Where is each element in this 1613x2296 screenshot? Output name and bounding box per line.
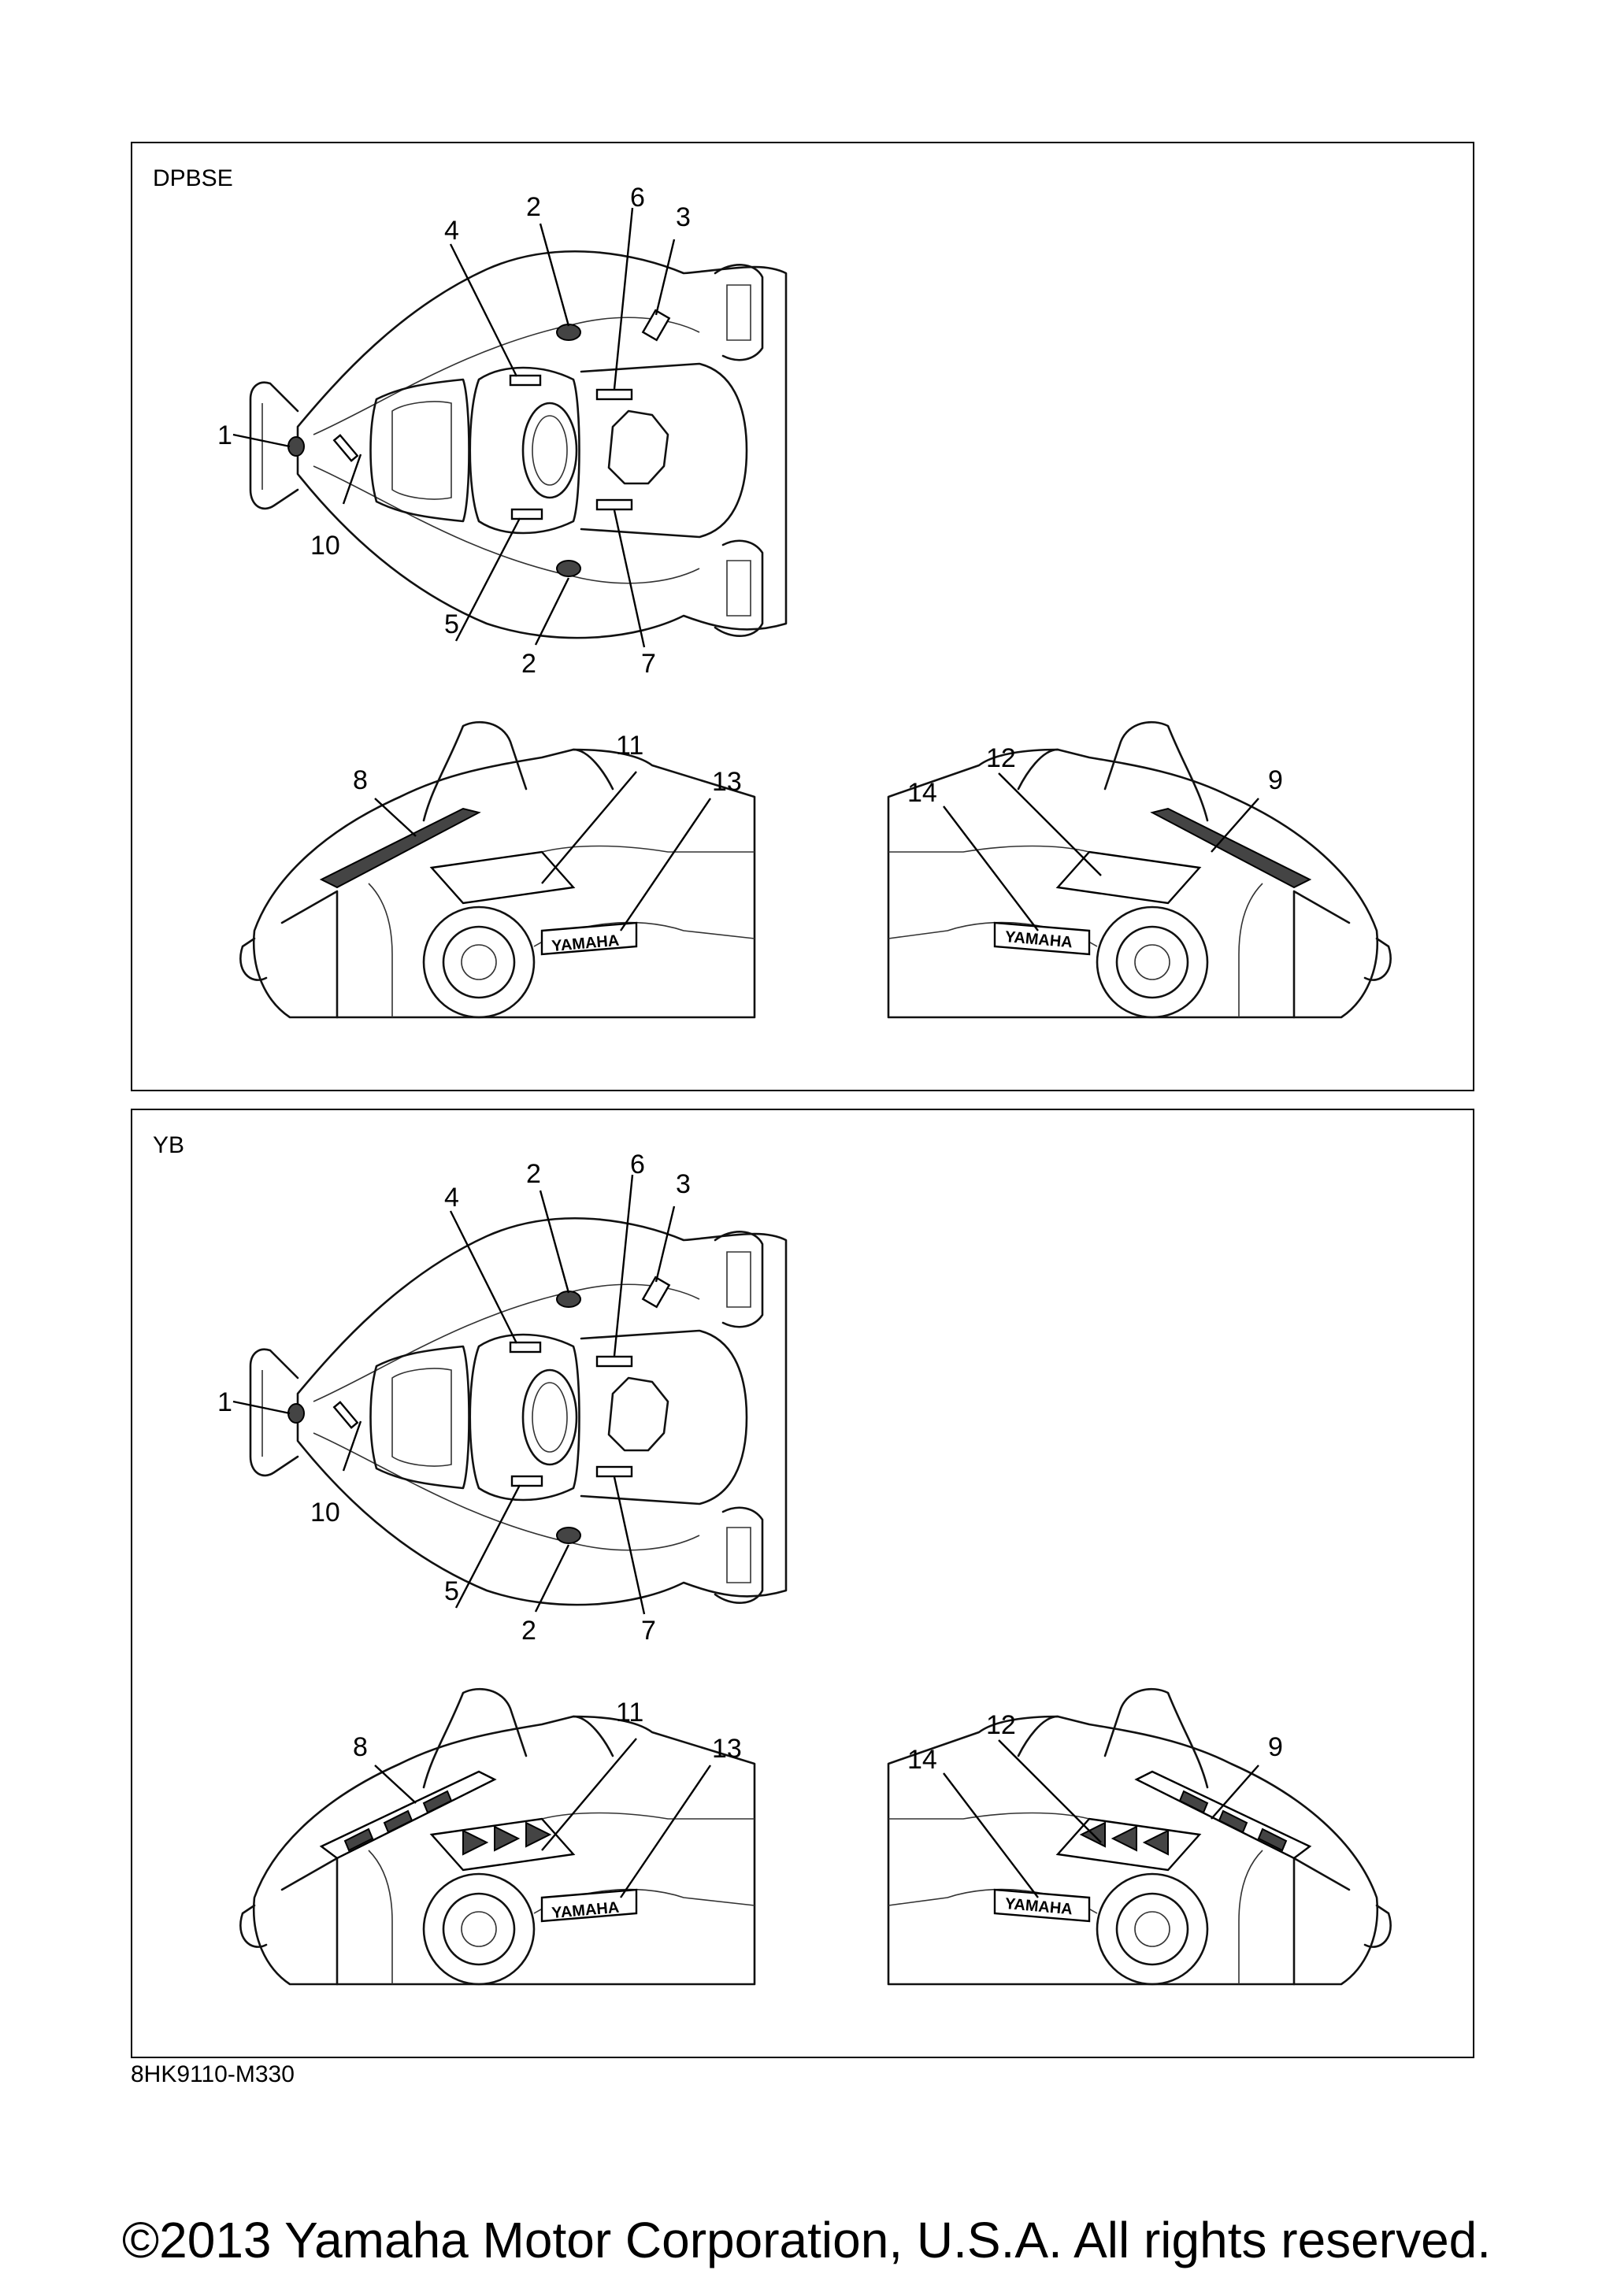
callout-1: 1: [217, 1387, 232, 1417]
left-side-view-illustration: [240, 722, 755, 1017]
decal-2-upper: [557, 1291, 580, 1307]
callout-13: 13: [712, 1734, 742, 1764]
decal-5: [512, 1476, 542, 1486]
callout-9: 9: [1268, 1732, 1283, 1762]
decal-11: [432, 852, 573, 903]
callout-5: 5: [444, 609, 459, 639]
callout-4: 4: [444, 1183, 459, 1213]
callout-14: 14: [907, 778, 937, 808]
callout-12: 12: [986, 1710, 1016, 1740]
decal-7: [597, 500, 632, 509]
decal-10: [334, 1402, 358, 1428]
copyright-notice: ©2013 Yamaha Motor Corporation, U.S.A. All rights reserved.: [121, 2212, 1492, 2268]
decal-12: [1058, 1819, 1200, 1870]
decal-4: [510, 376, 540, 385]
callout-11: 11: [616, 731, 644, 761]
decal-5: [512, 509, 542, 519]
callout-6: 6: [630, 183, 645, 213]
decal-13-text: YAMAHA: [551, 931, 621, 956]
top-view-illustration: [250, 1218, 786, 1605]
snowmobile-decal-diagram: [132, 1110, 1476, 2060]
decal-7: [597, 1467, 632, 1476]
decal-2-lower: [557, 561, 580, 576]
decal-14: [995, 923, 1089, 954]
decal-6: [597, 1357, 632, 1366]
decal-1: [288, 1404, 304, 1423]
callout-4: 4: [444, 216, 459, 246]
callout-10: 10: [310, 1498, 340, 1528]
callout-7: 7: [641, 649, 656, 679]
decal-14-text: YAMAHA: [1004, 928, 1073, 952]
callout-11: 11: [616, 1698, 644, 1728]
callout-7: 7: [641, 1616, 656, 1646]
callout-10: 10: [310, 531, 340, 561]
right-side-view-illustration: [888, 722, 1391, 1017]
decal-14-text: YAMAHA: [1004, 1894, 1073, 1919]
right-side-view-illustration: [888, 1689, 1391, 1984]
decal-13-text: YAMAHA: [551, 1898, 621, 1923]
decal-4: [510, 1342, 540, 1352]
callout-13: 13: [712, 767, 742, 797]
callout-8: 8: [353, 1732, 368, 1762]
decal-1: [288, 437, 304, 456]
left-side-view-illustration: [240, 1689, 755, 1984]
variant-label: YB: [153, 1132, 185, 1158]
figure-id: 8HK9110-M330: [131, 2061, 295, 2087]
decal-11: [432, 1819, 573, 1870]
callout-3: 3: [676, 1169, 691, 1199]
top-view-illustration: [250, 251, 786, 638]
callout-9: 9: [1268, 765, 1283, 795]
decal-10: [334, 435, 358, 461]
callout-2-upper: 2: [526, 1159, 541, 1189]
diagram-panel-dpbse: [131, 142, 1474, 1091]
callout-5: 5: [444, 1576, 459, 1606]
decal-6: [597, 390, 632, 399]
decal-2-upper: [557, 324, 580, 340]
callout-14: 14: [907, 1745, 937, 1775]
callout-3: 3: [676, 202, 691, 232]
callout-6: 6: [630, 1150, 645, 1179]
decal-14: [995, 1890, 1089, 1921]
callout-2-upper: 2: [526, 192, 541, 222]
callout-2-lower: 2: [521, 649, 536, 679]
callout-8: 8: [353, 765, 368, 795]
diagram-panel-yb: [131, 1109, 1474, 2058]
snowmobile-decal-diagram: [132, 143, 1476, 1093]
decal-12: [1058, 852, 1200, 903]
callout-1: 1: [217, 420, 232, 450]
callout-2-lower: 2: [521, 1616, 536, 1646]
callout-12: 12: [986, 743, 1016, 773]
decal-2-lower: [557, 1528, 580, 1543]
variant-label: DPBSE: [153, 165, 233, 191]
